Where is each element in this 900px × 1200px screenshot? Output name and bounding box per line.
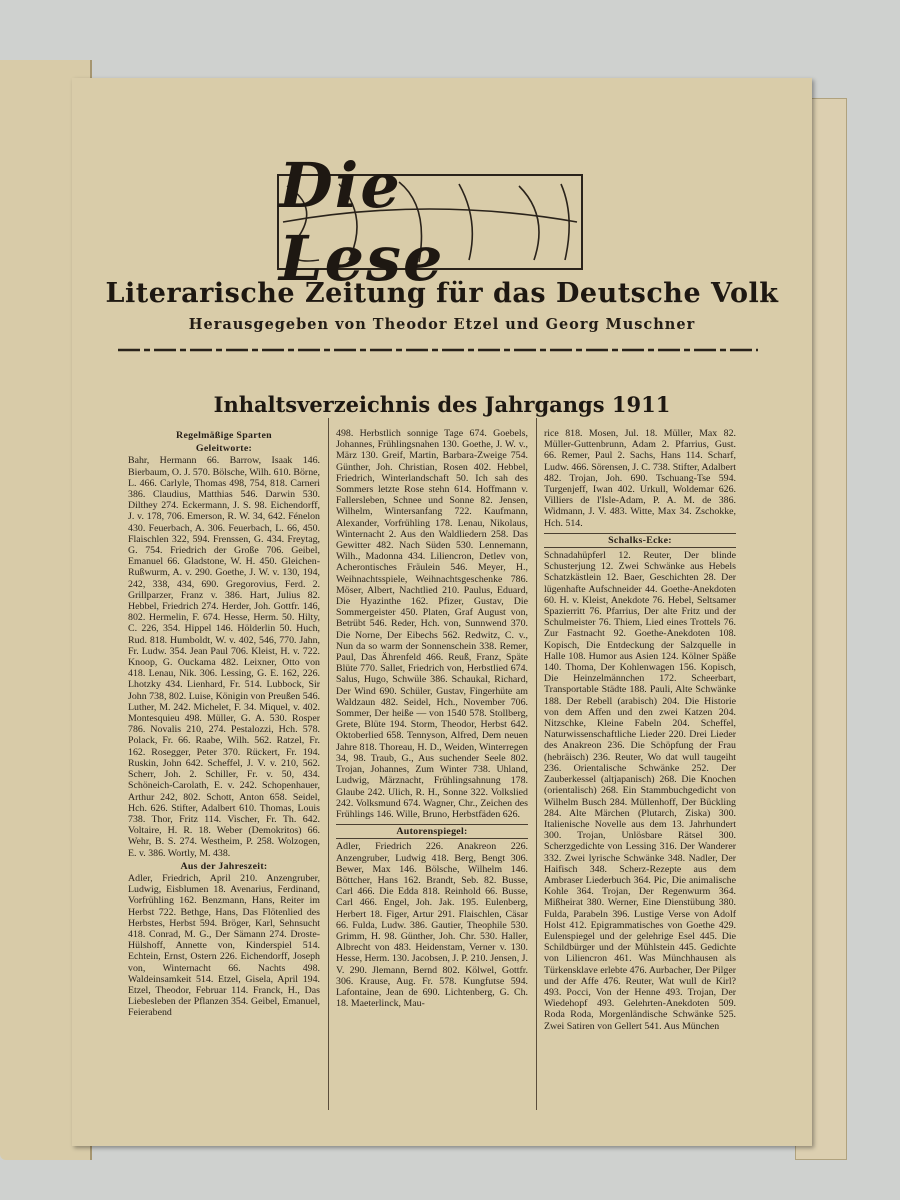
- masthead-text: Die Lese: [279, 149, 445, 295]
- column-divider-1: [328, 418, 329, 1110]
- subsection-heading: Schalks-Ecke:: [544, 533, 736, 548]
- masthead-logo: [277, 149, 583, 295]
- toc-entries: 498. Herbstlich sonnige Tage 674. Goebels, Johannes, Frühlingsnahen 130. Goethe, J. W. v., März 130. Greif, Martin, Barbara-Zweige 754. Günther, Joh. Christian, Rosen 402. Hebbel, Friedrich, Winterlandschaft 50. Ich sah des Sommers letzte Rose stehn 614. Hoffmann v. Fallersleben, Schnee und Sonne 82. Jensen, Wilhelm, Wintersanfang 722. Kaufmann, Alexander, Vorfrühling 178. Lenau, Nikolaus, Winternacht 2. Aus den Waldliedern 258. Das Gewitter 482. Nach Süden 530. Lennemann, Wilh., Madonna 434. Liliencron, Detlev von, Acherontisches Fräulein 546. Meyer, H., Weihnachtsspiele, Weihnachtsgeschenke 786. Möser, Albert, Nachtlied 210. Paulus, Eduard, Die Hyazinthe 162. Pfizer, Gustav, Die Sommergeister 450. Platen, Graf August von, Betrübt 546. Reder, Hch. von, Sunnwend 370. Die Norne, Der Eibechs 562. Redwitz, C. v., Nun da so warm der Sonnenschein 338. Remer, Paul, Das Ährenfeld 466. Reuß, Franz, Späte Blüte 770. Sallet, Friedrich von, Herbstlied 674. Salus, Hugo, Schwüle 386. Schaukal, Richard, Der Wind 690. Schüler, Gustav, Fingerhüte am Waldzaun 482. Seidel, Hch., November 706. Sommer, Der heiße — von 1540 578. Stollberg, Grete, Blüte 194. Storm, Theodor, Herbst 642. Oktoberlied 658. Tennyson, Alfred, Dem neuen Jahre 818. Thoreau, H. D., Weiden, Winterregen 34, 98. Traub, G., Aus suchender Seele 802. Trojan, Johannes, Zum Winter 738. Uhland, Ludwig, Märznacht, Frühlingsahnung 178. Glaube 242. Ulich, R. H., Sonne 322. Volkslied 242. Volksmund 674. Wagner, Chr., Zeichen des Frühlings 146. Wille, Bruno, Herbstfäden 626.: [336, 428, 528, 820]
- toc-title: Inhaltsverzeichnis des Jahrgangs 1911: [213, 392, 671, 417]
- column-divider-2: [536, 418, 537, 1110]
- toc-column-1: [128, 428, 320, 1019]
- toc-entries: Bahr, Hermann 66. Barrow, Isaak 146. Bierbaum, O. J. 570. Bölsche, Wilh. 610. Börne, L. 466. Carlyle, Thomas 498, 754, 818. Carneri 386. Claudius, Matthias 546. Darwin 530. Dilthey 274. Eckermann, J. S. 98. Eichendorff, J. v. 178, 706. Emerson, R. W. 34, 642. Fénelon 430. Feuerbach, A. 306. Feuerbach, L. 66, 450. Flaischlen 322, 594. Frenssen, G. 434. Freytag, G. 754. Friedrich der Große 706. Geibel, Emanuel 66. Gladstone, W. H. 450. Gleichen-Rußwurm, A. v. 290. Goethe, J. W. v. 130, 194, 242, 338, 434, 690. Gregorovius, Ferd. 2. Grillparzer, Franz v. 386. Hart, Julius 82. Hebbel, Friedrich 274. Herder, Joh. Gottfr. 146, 802. Hermelin, F. 674. Hesse, Herm. 50. Hilty, C. 226, 354. Hippel 146. Hölderlin 50. Huch, Rud. 818. Humboldt, W. v. 402, 546, 770. Jahn, Fr. Ludw. 354. Jean Paul 706. Kleist, H. v. 722. Knoop, G. Ouckama 482. Leixner, Otto von 418. Lenau, Nik. 306. Lessing, G. E. 162, 226. Lhotzky 434. Lienhard, Fr. 514. Lubbock, Sir John 738, 802. Luise, Königin von Preußen 546. Luther, M. 242. Michelet, F. 34. Miquel, v. 402. Montesquieu 498. Müller, G. A. 530. Rosper 786. Novalis 210, 274. Pestalozzi, Hch. 578. Polack, Fr. 66. Raabe, Wilh. 562. Ratzel, Fr. 162. Rosegger, Peter 370. Rückert, Fr. 194. Ruskin, John 642. Scheffel, J. V. v. 210, 562. Scherr, Joh. 2. Schiller, Fr. v. 50, 434. Schöneich-Carolath, E. v. 242. Schopenhauer, Arthur 242, 802. Schott, Anton 658. Seidel, Hch. 626. Stifter, Adalbert 610. Thomas, Louis 738. Thor, Fritz 114. Vischer, Fr. Th. 642. Voltaire, H. R. 18. Weber (Demokritos) 66. Wehr, B. S. 274. Westheim, P. 258. Wolzogen, E. v. 386. Wortly, M. 438.: [128, 455, 320, 859]
- document-page: [72, 78, 812, 1146]
- toc-entries: Adler, Friedrich 226. Anakreon 226. Anzengruber, Ludwig 418. Berg, Bengt 306. Bewer, Max 146. Bölsche, Wilhelm 146. Böttcher, Hans 162. Brandt, Seb. 82. Busse, Carl 466. Die Edda 818. Reinhold 66. Busse, Carl 466. Engel, Joh. Jak. 195. Eulenberg, Herbert 18. Figer, Artur 291. Flaischlen, Cäsar 66. Fulda, Ludw. 386. Gautier, Theophile 530. Grimm, H. 98. Günther, Joh. Chr. 530. Haller, Albrecht von 483. Heidenstam, Verner v. 130. Hesse, Herm. 130. Jacobsen, J. P. 210. Jensen, J. V. 290. Jlemann, Bernd 802. Kölwel, Gottfr. 306. Krause, Aug. Fr. 578. Kungfutse 594. Lafontaine, Jean de 690. Lichtenberg, G. Ch. 18. Maeterlinck, Mau-: [336, 841, 528, 1010]
- toc-column-2: [336, 428, 528, 1009]
- toc-column-3: [544, 428, 736, 1032]
- toc-entries: rice 818. Mosen, Jul. 18. Müller, Max 82. Müller-Guttenbrunn, Adam 2. Pfarrius, Gust. 66. Remer, Paul 2. Sachs, Hans 114. Scharf, Ludw. 466. Sörensen, J. C. 738. Stifter, Adalbert 482. Trojan, Joh. 690. Tschuang-Tse 594. Turgenjeff, Iwan 402. Urkull, Woldemar 626. Villiers de l'Isle-Adam, P. A. M. de 386. Widmann, J. V. 483. Witte, Max 34. Zschokke, Hch. 514.: [544, 428, 736, 529]
- decorative-rule: [118, 346, 758, 354]
- subsection-heading: Autorenspiegel:: [336, 824, 528, 839]
- toc-entries: Adler, Friedrich, April 210. Anzengruber, Ludwig, Eisblumen 18. Avenarius, Ferdinand, Vorfrühling 162. Benzmann, Hans, Reiter im Herbst 722. Bethge, Hans, Das Flötenlied des Herbstes, Herbst 594. Bröger, Karl, Sehnsucht 418. Conrad, M. G., Der Sämann 274. Droste-Hülshoff, Annette von, Kinderspiel 514. Echtein, Ernst, Ostern 226. Eichendorff, Joseph von, Winternacht 66. Nachts 498. Waldeinsamkeit 514. Etzel, Gisela, April 194. Etzel, Theodor, Februar 114. Franck, H., Das Liebesleben der Pflanzen 354. Geibel, Emanuel, Feierabend: [128, 872, 320, 1019]
- subsection-heading: Geleitworte:: [195, 443, 253, 455]
- editors-line: Herausgegeben von Theodor Etzel und Georg Muschner: [188, 316, 696, 333]
- publication-subtitle: Literarische Zeitung für das Deutsche Volk: [105, 278, 779, 309]
- subsection-heading: Aus der Jahreszeit:: [180, 860, 268, 872]
- toc-entries: Schnadahüpferl 12. Reuter, Der blinde Schusterjung 12. Zwei Schwänke aus Hebels Schatzkästlein 12. Baer, Geschichten 28. Der lügenhafte Aufschneider 44. Goethe-Anekdoten 60. H. v. Kleist, Anekdote 76. Hebel, Seltsamer Spazierritt 76. Pfarrius, Der alte Fritz und der Schulmeister 76. Thiem, Lied eines Trottels 76. Zur Fastnacht 92. Goethe-Anekdoten 108. Kopisch, Die Entdeckung der Salzquelle in Halle 108. Humor aus Asien 124. Kölner Späße 140. Thoma, Der Kohlenwagen 156. Kopisch, Die Heinzelmännchen 172. Scheerbart, Transportable Städte 188. Pauli, Alte Schwänke 188. Der Rebell (arabisch) 204. Die Historie von dem Affen und den zwei Katzen 204. Nitzschke, Kleine Fabeln 204. Scheffel, Naturwissenschaftliche Lieder 220. Drei Lieder des Anakreon 236. Die Schöpfung der Frau (hebräisch) 236. Reuter, Wo dat wull taugeiht 236. Orientalische Schwänke 252. Der Zauberkessel (altjapanisch) 268. Die Knochen (orientalisch) 268. Ein Stammbuchgedicht von Wilhelm Busch 284. Müllenhoff, Der Bückling 284. Alte Märchen (Plutarch, Ziska) 300. Italienische Novelle aus dem 13. Jahrhundert 300. Trojan, Unlösbare Rätsel 300. Scherzgedichte von Lessing 316. Der Wanderer 332. Zwei lyrische Schwänke 348. Nadler, Der Haifisch 348. Scherz-Rezepte aus dem Ambraser Liederbuch 364. Pic, Die animalische Kohle 364. Trojan, Der Regenwurm 364. Mißheirat 380. Werner, Eine Dienstübung 380. Fulda, Parabeln 396. Lustige Verse von Adolf Holst 412. Epigrammatisches von Goethe 429. Eulenspiegel und der gelehrige Esel 445. Die Schildbürger und der Mühlstein 445. Gedichte von Liliencron 461. Was Münchhausen als Türkensklave erlebte 476. Aurbacher, Der Pilger und der Affe 476. Reuter, Wat wull de Kirl? 493. Pocci, Von der Henne 493. Trojan, Der Wiedehopf 493. Gelehrten-Anekdoten 509. Roda Roda, Morgenländische Schwänke 525. Zwei Satiren von Gellert 541. Aus München: [544, 550, 736, 1032]
- section-heading: Regelmäßige Sparten: [176, 430, 272, 441]
